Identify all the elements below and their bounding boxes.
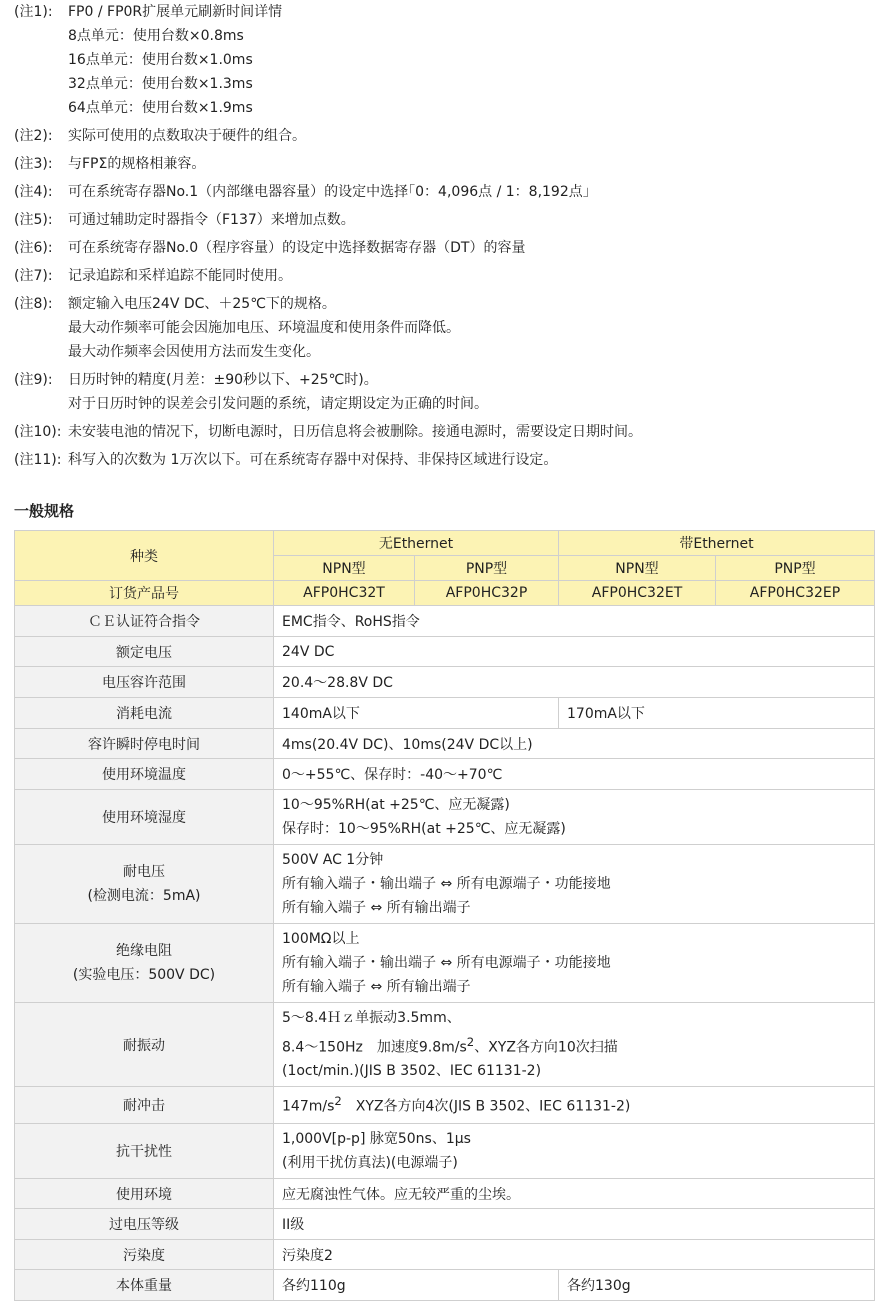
spec-row-temperature: [15, 759, 875, 790]
note-text-line: 16点单元：使用台数×1.0ms: [68, 52, 253, 68]
order-number-row: [15, 581, 875, 606]
spec-value-shock: [274, 1087, 875, 1124]
note-text-line: 可在系统寄存器No.1（内部继电器容量）的设定中选择｢0：4,096点 / 1：8,192点｣: [68, 184, 590, 200]
note-label: (注4):: [14, 184, 53, 200]
shock-post: XYZ各方向4次(JIS B 3502、IEC 61131-2): [341, 1098, 631, 1115]
spec-label-power-interrupt: 容许瞬时停电时间: [15, 729, 274, 759]
spec-row-vibration: [15, 1003, 875, 1087]
header-pnp-no-eth: PNP型: [415, 556, 559, 581]
model-afp0hc32ep: AFP0HC32EP: [716, 581, 875, 606]
withstand-label-line: 耐电压: [123, 864, 165, 880]
humidity-line: 10～95%RH(at +25℃、应无凝露): [282, 797, 510, 813]
spec-label-withstand-voltage: [15, 845, 274, 924]
spec-table: [14, 530, 875, 1301]
withstand-line-2: 所有输入端子・输出端子 ⇔ 所有电源端子・功能接地: [282, 876, 611, 892]
noise-line-2: (利用干扰仿真法)(电源端子): [282, 1155, 458, 1171]
note-text-line: 8点单元：使用台数×0.8ms: [68, 28, 244, 44]
spec-label-voltage-range: 电压容许范围: [15, 667, 274, 698]
note-label: (注5):: [14, 212, 53, 228]
model-afp0hc32t: AFP0HC32T: [274, 581, 415, 606]
withstand-line-1: 500V AC 1分钟: [282, 852, 384, 868]
withstand-label-sub: (检测电流：5mA): [87, 888, 201, 904]
note-item: [14, 368, 884, 416]
spec-value-current-eth: 170mA以下: [559, 698, 875, 729]
note-item: [14, 448, 884, 472]
insulation-line-3: 所有输入端子 ⇔ 所有输出端子: [282, 979, 471, 995]
spec-label-environment: 使用环境: [15, 1179, 274, 1209]
humidity-storage-line: 保存时：10～95%RH(at +25℃、应无凝露): [282, 821, 566, 837]
noise-line-1: 1,000V[p-p] 脉宽50ns、1μs: [282, 1131, 471, 1147]
spec-label-overvoltage: 过电压等级: [15, 1209, 274, 1240]
note-item: [14, 264, 884, 288]
model-afp0hc32et: AFP0HC32ET: [559, 581, 716, 606]
vibration-line-1: 5～8.4Ｈｚ单振动3.5mm、: [282, 1009, 461, 1026]
section-title: 一般规格: [14, 502, 75, 520]
spec-value-temperature: 0～+55℃、保存时：-40～+70℃: [274, 759, 875, 790]
note-label: (注11):: [14, 452, 62, 468]
shock-pre: 147m/s: [282, 1098, 335, 1115]
spec-row-rated-voltage: [15, 637, 875, 667]
note-label: (注9):: [14, 372, 53, 388]
spec-row-insulation: [15, 924, 875, 1003]
spec-value-humidity: [274, 790, 875, 845]
note-text-line: 科写入的次数为 1万次以下。可在系统寄存器中对保持、非保持区域进行设定。: [68, 452, 558, 468]
spec-value-weight-eth: 各约130g: [559, 1270, 875, 1301]
spec-value-pollution: 污染度2: [274, 1240, 875, 1270]
vibration-line-3: (1oct/min.)(JIS B 3502、IEC 61131-2): [282, 1063, 542, 1080]
spec-value-vibration: [274, 1003, 875, 1087]
spec-label-insulation: [15, 924, 274, 1003]
note-text-line: 可通过辅助定时器指令（F137）来增加点数。: [68, 212, 355, 228]
note-item: [14, 152, 884, 176]
spec-label-ce: ＣＥ认证符合指令: [15, 606, 274, 637]
model-afp0hc32p: AFP0HC32P: [415, 581, 559, 606]
header-category: 种类: [15, 531, 274, 581]
spec-label-shock: 耐冲击: [15, 1087, 274, 1124]
note-item: [14, 420, 884, 444]
note-item: [14, 208, 884, 232]
note-text-line: 日历时钟的精度(月差：±90秒以下、+25℃时)。: [68, 372, 378, 388]
spec-value-power-interrupt: 4ms(20.4V DC)、10ms(24V DC以上): [274, 729, 875, 759]
spec-value-noise: [274, 1124, 875, 1179]
spec-value-withstand-voltage: [274, 845, 875, 924]
vibration-sup: 2: [466, 1034, 475, 1049]
spec-value-rated-voltage: 24V DC: [274, 637, 875, 667]
note-text-line: FP0 / FP0R扩展单元刷新时间详情: [68, 4, 283, 20]
header-npn-eth: NPN型: [559, 556, 716, 581]
note-label: (注1):: [14, 4, 53, 20]
spec-label-humidity: 使用环境湿度: [15, 790, 274, 845]
note-item: [14, 236, 884, 260]
spec-row-current: [15, 698, 875, 729]
spec-label-vibration: 耐振动: [15, 1003, 274, 1087]
spec-label-temperature: 使用环境温度: [15, 759, 274, 790]
header-row-1: [15, 531, 875, 556]
shock-sup: 2: [334, 1094, 342, 1109]
vibration-line-2-post: 、XYZ各方向10次扫描: [474, 1039, 618, 1056]
spec-row-overvoltage: [15, 1209, 875, 1240]
spec-row-voltage-range: [15, 667, 875, 698]
spec-value-voltage-range: 20.4～28.8V DC: [274, 667, 875, 698]
spec-label-weight: 本体重量: [15, 1270, 274, 1301]
spec-value-overvoltage: II级: [274, 1209, 875, 1240]
spec-row-ce: [15, 606, 875, 637]
note-text-line: 额定输入电压24V DC、＋25℃下的规格。: [68, 296, 336, 312]
note-item: [14, 124, 884, 148]
notes-section: [14, 0, 884, 476]
note-text-line: 记录追踪和采样追踪不能同时使用。: [68, 268, 292, 284]
spec-label-noise: 抗干扰性: [15, 1124, 274, 1179]
spec-row-weight: [15, 1270, 875, 1301]
note-text-line: 64点单元：使用台数×1.9ms: [68, 100, 253, 116]
note-label: (注2):: [14, 128, 53, 144]
spec-value-environment: 应无腐浊性气体。应无较严重的尘埃。: [274, 1179, 875, 1209]
note-text-line: 最大动作频率会因使用方法而发生变化。: [68, 344, 320, 360]
spec-row-noise: [15, 1124, 875, 1179]
spec-value-weight-no-eth: 各约110g: [274, 1270, 559, 1301]
spec-row-pollution: [15, 1240, 875, 1270]
note-text-line: 最大动作频率可能会因施加电压、环境温度和使用条件而降低。: [68, 320, 460, 336]
note-label: (注7):: [14, 268, 53, 284]
note-item: [14, 180, 884, 204]
note-text-line: 32点单元：使用台数×1.3ms: [68, 76, 253, 92]
spec-row-withstand-voltage: [15, 845, 875, 924]
vibration-line-2: [282, 1030, 866, 1060]
spec-label-pollution: 污染度: [15, 1240, 274, 1270]
insulation-line-2: 所有输入端子・输出端子 ⇔ 所有电源端子・功能接地: [282, 955, 611, 971]
header-no-ethernet: 无Ethernet: [274, 531, 559, 556]
spec-row-shock: [15, 1087, 875, 1124]
spec-row-humidity: [15, 790, 875, 845]
note-item: [14, 292, 884, 364]
note-text-line: 与FPΣ的规格相兼容。: [68, 156, 206, 172]
spec-row-environment: [15, 1179, 875, 1209]
insulation-line-1: 100MΩ以上: [282, 931, 360, 947]
spec-row-power-interrupt: [15, 729, 875, 759]
insulation-label-line: 绝缘电阻: [116, 943, 172, 959]
spec-label-rated-voltage: 额定电压: [15, 637, 274, 667]
note-label: (注8):: [14, 296, 53, 312]
header-npn-no-eth: NPN型: [274, 556, 415, 581]
withstand-line-3: 所有输入端子 ⇔ 所有输出端子: [282, 900, 471, 916]
note-text-line: 可在系统寄存器No.0（程序容量）的设定中选择数据寄存器（DT）的容量: [68, 240, 526, 256]
note-label: (注10):: [14, 424, 62, 440]
spec-value-current-no-eth: 140mA以下: [274, 698, 559, 729]
spec-label-current: 消耗电流: [15, 698, 274, 729]
note-text-line: 对于日历时钟的误差会引发问题的系统，请定期设定为正确的时间。: [68, 396, 488, 412]
note-item: [14, 0, 884, 120]
note-label: (注3):: [14, 156, 53, 172]
header-pnp-eth: PNP型: [716, 556, 875, 581]
order-number-label: 订货产品号: [15, 581, 274, 606]
spec-value-insulation: [274, 924, 875, 1003]
header-with-ethernet: 带Ethernet: [559, 531, 875, 556]
insulation-label-sub: (实验电压：500V DC): [72, 967, 216, 983]
vibration-line-2-pre: 8.4～150Hz 加速度9.8m/s: [282, 1039, 467, 1056]
spec-value-ce: EMC指令、RoHS指令: [274, 606, 875, 637]
note-text-line: 未安装电池的情况下，切断电源时，日历信息将会被删除。接通电源时，需要设定日期时间。: [68, 424, 642, 440]
note-label: (注6):: [14, 240, 53, 256]
note-text-line: 实际可使用的点数取决于硬件的组合。: [68, 128, 306, 144]
